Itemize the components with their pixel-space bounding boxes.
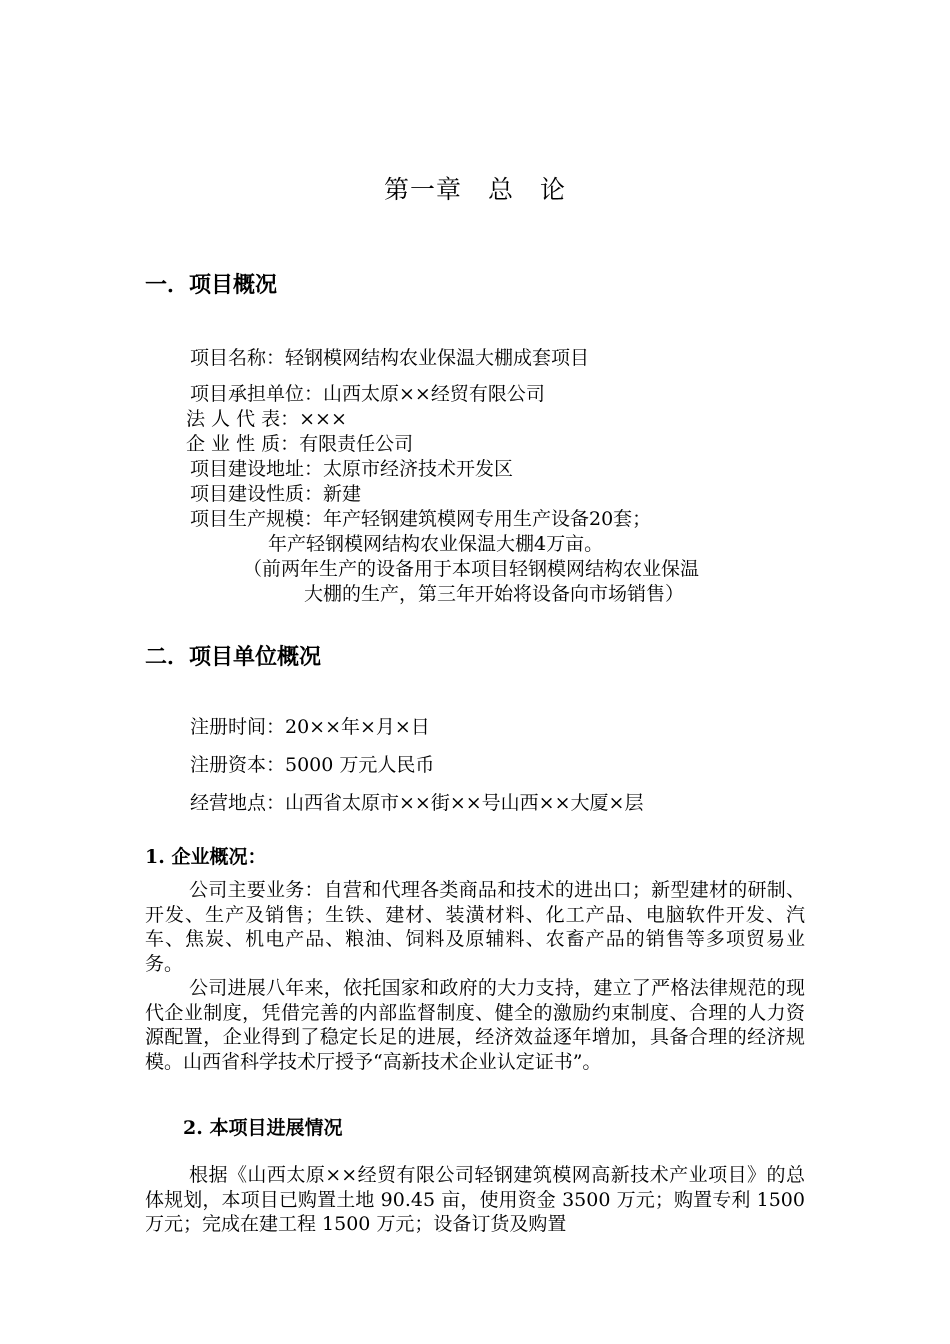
business-address-line: 经营地点：山西省太原市××街××号山西××大厦×层 [190, 792, 644, 814]
company-history-paragraph: 公司进展八年来，依托国家和政府的大力支持，建立了严格法律规范的现代企业制度，凭借完善的内部监督制度、健全的激励约束制度、合理的人力资源配置，企业得到了稳定长足的进展，经济效益逐年增加，具备合理的经济规模。山西省科学技术厅授予“高新技术企业认定证书”。 [145, 977, 805, 1073]
project-progress-paragraph: 根据《山西太原××经贸有限公司轻钢建筑模网高新技术产业项目》的总体规划，本项目已购置土地 90.45 亩，使用资金 3500 万元；购置专利 1500 万元；完成在建工程 1500 万元；设备订货及购置 [145, 1164, 805, 1235]
section-heading-project-overview: 一．项目概况 [145, 273, 278, 298]
company-business-paragraph: 公司主要业务：自营和代理各类商品和技术的进出口；新型建材的研制、开发、生产及销售；生铁、建材、装潢材料、化工产品、电脑软件开发、汽车、焦炭、机电产品、粮油、饲料及原辅料、农畜产品的销售等多项贸易业务。 [145, 879, 805, 975]
project-unit-line: 项目承担单位：山西太原××经贸有限公司 [190, 383, 545, 405]
registered-capital-line: 注册资本：5000 万元人民币 [190, 754, 435, 776]
production-note-line-2: 大棚的生产，第三年开始将设备向市场销售） [304, 583, 685, 605]
legal-rep-line: 法 人 代 表：××× [186, 408, 347, 430]
production-scale-line-2: 年产轻钢模网结构农业保温大棚4万亩。 [268, 533, 604, 555]
registration-date-line: 注册时间：20××年×月×日 [190, 716, 430, 738]
production-note-line-1: （前两年生产的设备用于本项目轻钢模网结构农业保温 [243, 558, 700, 580]
section-heading-unit-overview: 二．项目单位概况 [145, 645, 322, 670]
project-nature-line: 项目建设性质：新建 [190, 483, 362, 505]
subheading-project-progress: 2. 本项目进展情况 [183, 1117, 343, 1139]
project-name-line: 项目名称：轻钢模网结构农业保温大棚成套项目 [190, 347, 590, 369]
company-type-line: 企 业 性 质：有限责任公司 [186, 433, 414, 455]
production-scale-line: 项目生产规模：年产轻钢建筑模网专用生产设备20套； [190, 508, 652, 530]
chapter-title: 第一章 总 论 [383, 175, 566, 204]
subheading-company-overview: 1. 企业概况： [145, 846, 267, 868]
project-address-line: 项目建设地址：太原市经济技术开发区 [190, 458, 514, 480]
